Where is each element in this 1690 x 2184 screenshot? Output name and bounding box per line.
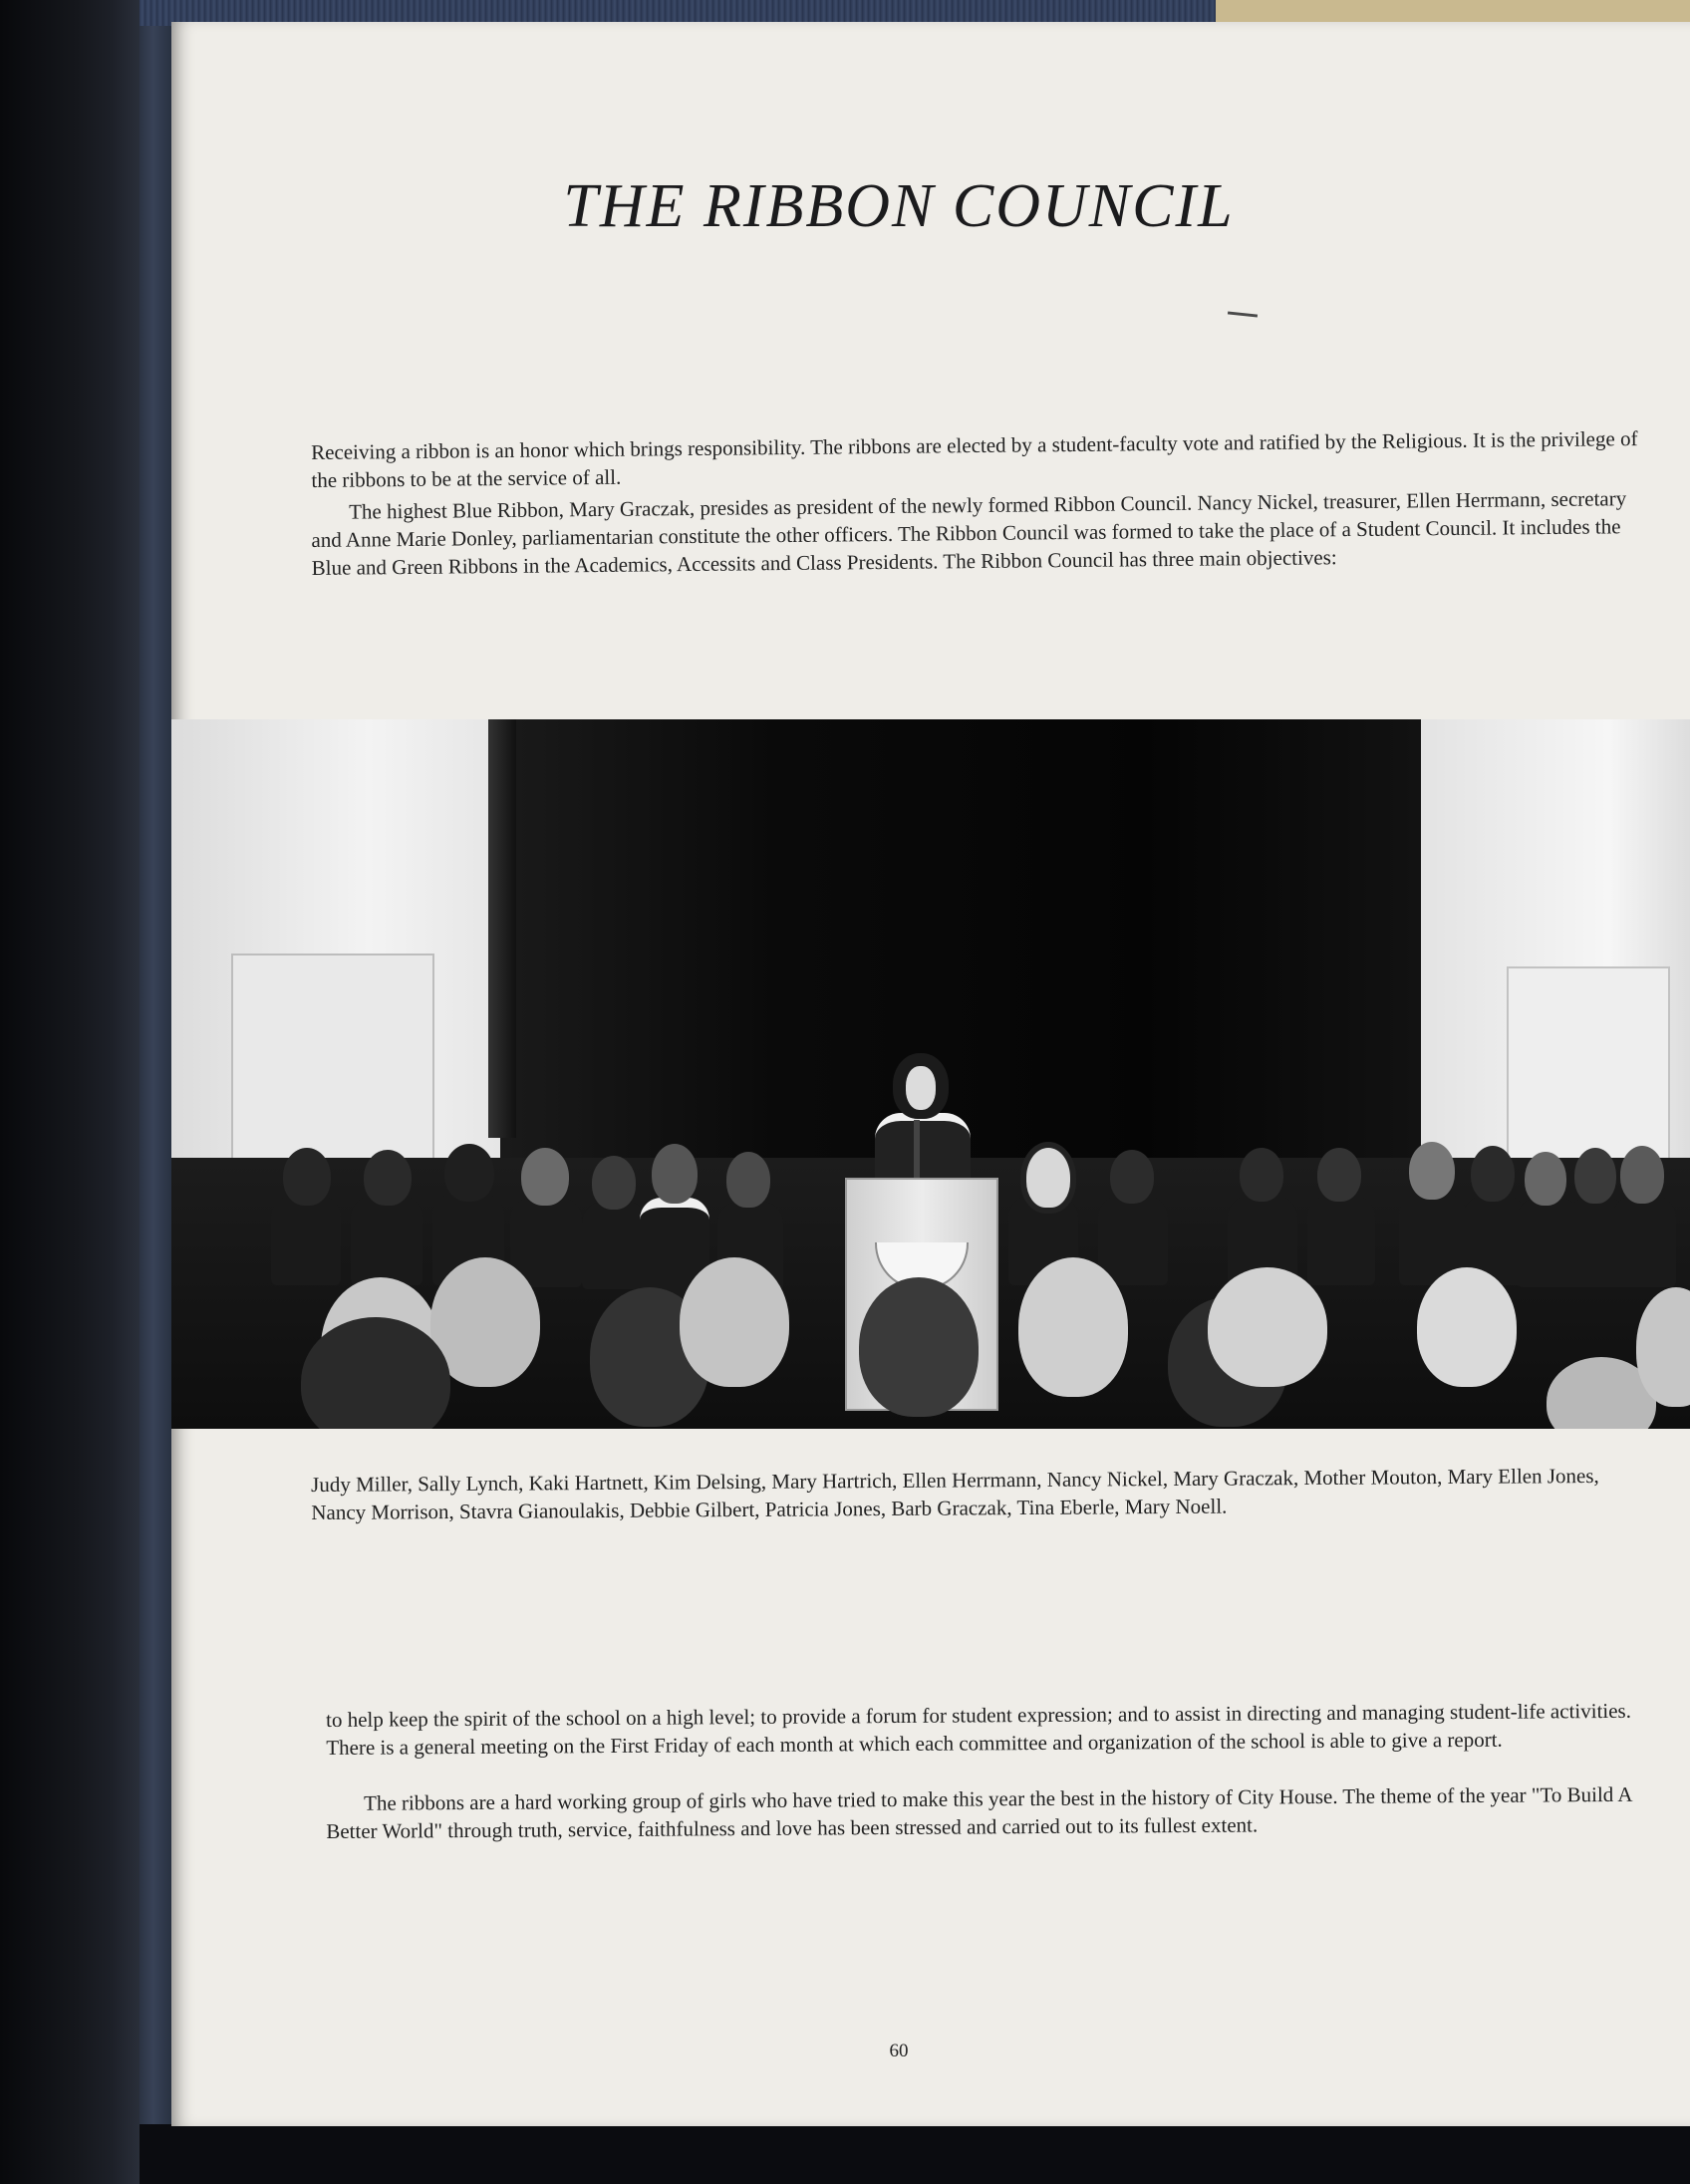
photo-seated-head (364, 1150, 412, 1206)
photo-seated-head (652, 1144, 698, 1204)
photo-seated-head (1574, 1148, 1616, 1204)
book-binding (0, 0, 140, 2184)
photo-seated-head (1471, 1146, 1515, 1202)
photo-audience-head (1018, 1257, 1128, 1397)
photo-seated-head (726, 1152, 770, 1208)
photo-curtain-pillar (488, 719, 516, 1138)
intro-paragraph-1: Receiving a ribbon is an honor which brings responsibility. The ribbons are elected by a student-faculty vote and ratified by the Religious. It is the privilege of the ribbons to be at the service of all. (311, 426, 1638, 492)
photo-audience-head (680, 1257, 789, 1387)
photo-seated-figure (271, 1196, 341, 1285)
photo-seated-head (1525, 1152, 1566, 1206)
photo-audience-head (1208, 1267, 1327, 1387)
photo-seated-figure (582, 1202, 648, 1289)
photo-seated-head (1409, 1142, 1455, 1200)
photo-seated-figure (1307, 1196, 1375, 1285)
photo-seated-head (283, 1148, 331, 1206)
photo-audience-head (859, 1277, 979, 1417)
photo-seated-head (1620, 1146, 1664, 1204)
print-mark (1228, 311, 1258, 317)
photo-seated-figure (351, 1196, 422, 1285)
scan-bottom-border (140, 2124, 1690, 2184)
photo-seated-head (1317, 1148, 1361, 1202)
yearbook-page (171, 22, 1690, 2126)
outro-paragraph-2: The ribbons are a hard working group of girls who have tried to make this year the best in the history of City House. The theme of the year "To Build A Better World" through truth, service, faithfulness and love has been stressed and carried out to its fullest extent. (326, 1781, 1632, 1843)
photo-seated-head (444, 1144, 494, 1202)
photo-seated-figure (1612, 1196, 1676, 1287)
intro-paragraph-2: The highest Blue Ribbon, Mary Graczak, presides as president of the newly formed Ribbon Council. Nancy Nickel, treasurer, Ellen Herrmann, secretary and Anne Marie Donley, parliamentarian constitute the other officers. The Ribbon Council was formed to take the place of a Student Council. It includes the Blue and Green Ribbons in the Academics, Accessits and Class Presidents. The Ribbon Council has three main objectives: (311, 486, 1627, 580)
photo-audience-head (1417, 1267, 1517, 1387)
ribbon-council-photo (171, 719, 1690, 1429)
photo-seated-head (1020, 1142, 1076, 1214)
photo-seated-head (521, 1148, 569, 1206)
outro-paragraph-1: to help keep the spirit of the school on a high level; to provide a forum for student expression; and to assist in directing and managing student-life activities. There is a general meeting on the First Friday of each month at which each committee and organization of the school is able to give a report. (326, 1698, 1632, 1760)
photo-seated-head (1240, 1148, 1283, 1202)
photo-seated-head (592, 1156, 636, 1210)
page-number: 60 (889, 2041, 909, 2061)
photo-seated-figure (1098, 1196, 1168, 1285)
photo-seated-head (1110, 1150, 1154, 1204)
photo-caption: Judy Miller, Sally Lynch, Kaki Hartnett, Kim Delsing, Mary Hartrich, Ellen Herrmann, Nancy Nickel, Mary Graczak, Mother Mouton, Mary Ellen Jones, Nancy Morrison, Stavra Gianoulakis, Debbie Gilbert, Patricia Jones, Barb Graczak, Tina Eberle, Mary Noell. (311, 1463, 1599, 1524)
page-title: THE RIBBON COUNCIL (563, 172, 1235, 240)
photo-speaker-face (906, 1066, 936, 1110)
